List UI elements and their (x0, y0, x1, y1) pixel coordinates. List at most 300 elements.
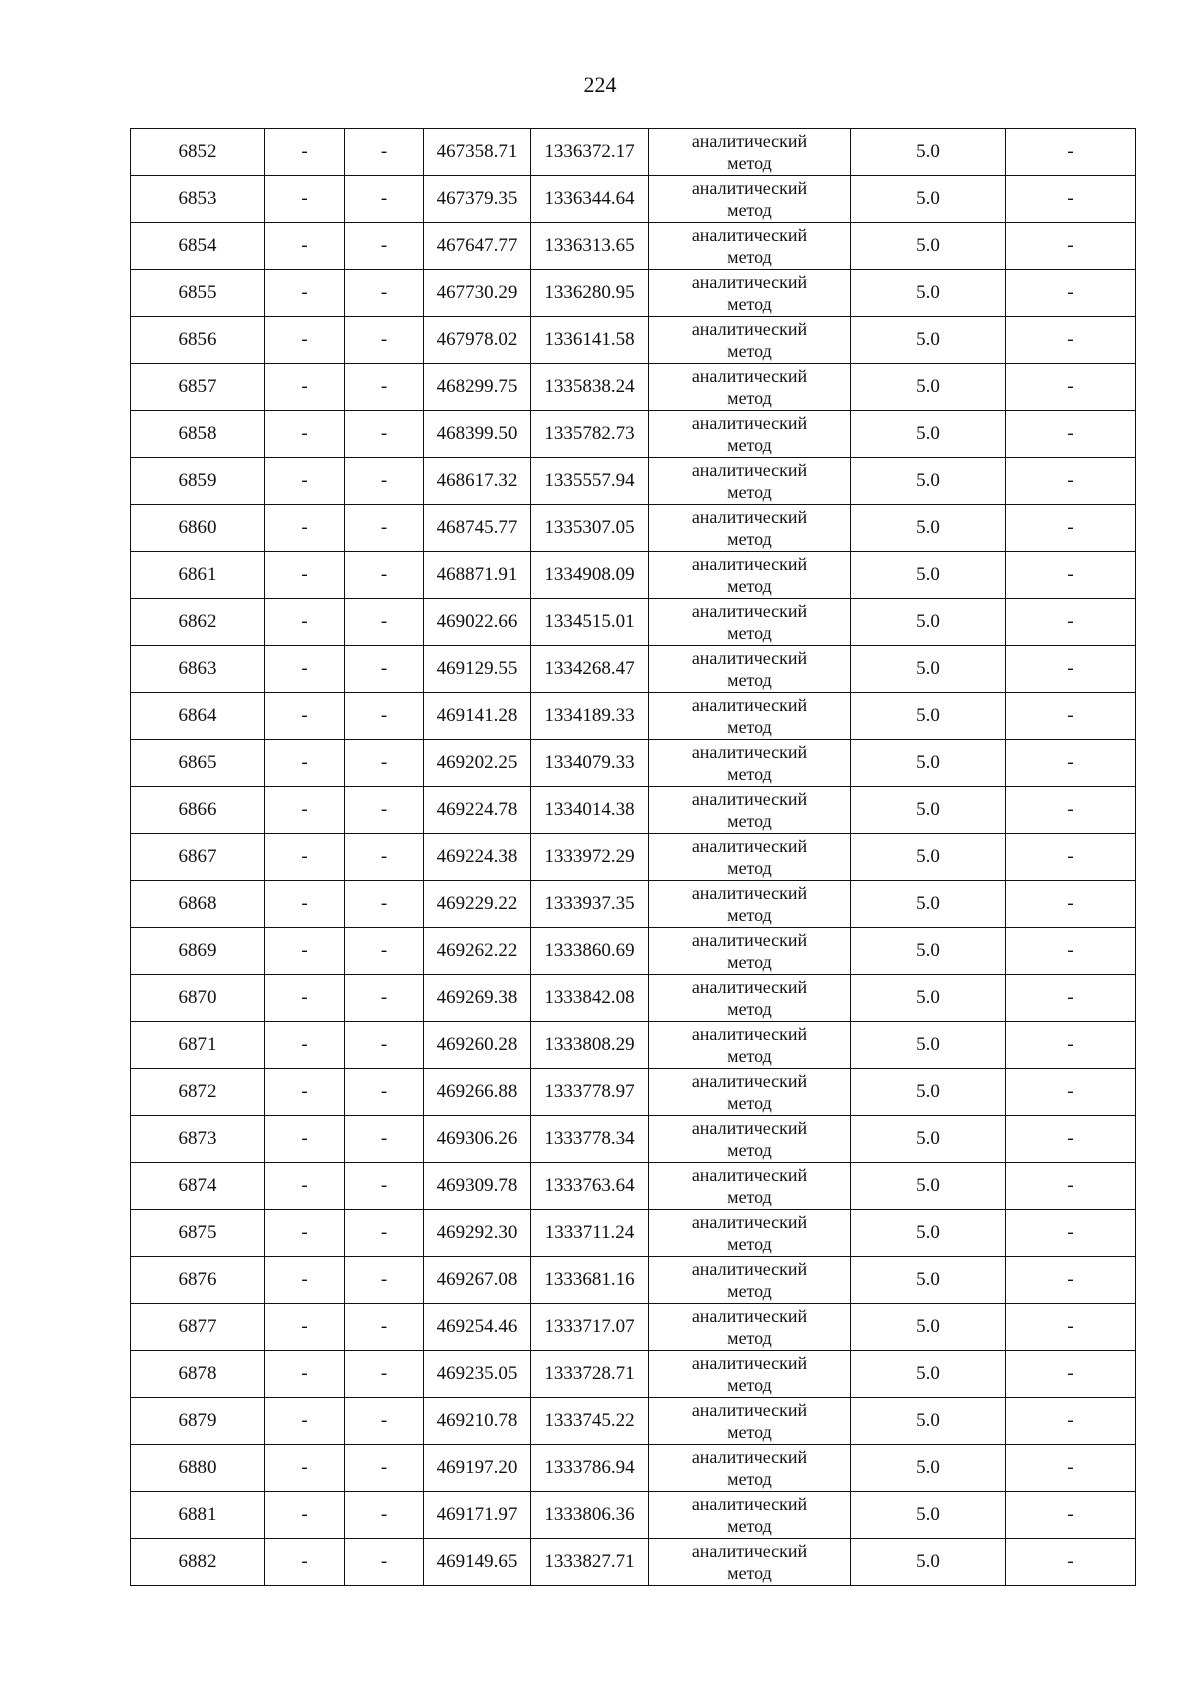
point-number-cell: 6882 (131, 1539, 265, 1586)
column-3-cell: - (345, 1539, 424, 1586)
column-2-cell: - (265, 599, 345, 646)
method-line-2: метод (727, 1093, 772, 1113)
point-number-cell: 6881 (131, 1492, 265, 1539)
method-line-2: метод (727, 764, 772, 784)
column-3-cell: - (345, 505, 424, 552)
y-coordinate-cell: 1333717.07 (531, 1304, 649, 1351)
method-cell (649, 552, 851, 599)
x-coordinate-cell: 469129.55 (424, 646, 531, 693)
y-coordinate-cell: 1334079.33 (531, 740, 649, 787)
column-2-cell: - (265, 270, 345, 317)
y-coordinate-cell: 1333860.69 (531, 928, 649, 975)
column-3-cell: - (345, 599, 424, 646)
accuracy-cell: 5.0 (851, 1116, 1006, 1163)
column-8-cell: - (1006, 975, 1136, 1022)
method-line-2: метод (727, 1328, 772, 1348)
table-row (131, 552, 1136, 599)
column-8-cell: - (1006, 317, 1136, 364)
y-coordinate-cell: 1335782.73 (531, 411, 649, 458)
y-coordinate-cell: 1333763.64 (531, 1163, 649, 1210)
accuracy-cell: 5.0 (851, 740, 1006, 787)
method-line-1: аналитический (691, 930, 808, 950)
method-line-2: метод (727, 623, 772, 643)
column-8-cell: - (1006, 1445, 1136, 1492)
method-line-2: метод (727, 576, 772, 596)
column-3-cell: - (345, 1210, 424, 1257)
accuracy-cell: 5.0 (851, 1539, 1006, 1586)
x-coordinate-cell: 467379.35 (424, 176, 531, 223)
method-cell (649, 834, 851, 881)
method-line-2: метод (727, 1281, 772, 1301)
method-line-1: аналитический (691, 554, 808, 574)
x-coordinate-cell: 469224.38 (424, 834, 531, 881)
accuracy-cell: 5.0 (851, 364, 1006, 411)
method-cell (649, 129, 851, 176)
method-line-2: метод (727, 529, 772, 549)
column-2-cell: - (265, 176, 345, 223)
column-8-cell: - (1006, 693, 1136, 740)
x-coordinate-cell: 469292.30 (424, 1210, 531, 1257)
column-8-cell: - (1006, 1257, 1136, 1304)
column-8-cell: - (1006, 1116, 1136, 1163)
point-number-cell: 6854 (131, 223, 265, 270)
accuracy-cell: 5.0 (851, 1022, 1006, 1069)
column-2-cell: - (265, 1163, 345, 1210)
accuracy-cell: 5.0 (851, 881, 1006, 928)
column-3-cell: - (345, 787, 424, 834)
method-line-1: аналитический (691, 319, 808, 339)
point-number-cell: 6857 (131, 364, 265, 411)
method-line-2: метод (727, 1140, 772, 1160)
method-line-2: метод (727, 999, 772, 1019)
accuracy-cell: 5.0 (851, 1304, 1006, 1351)
column-2-cell: - (265, 458, 345, 505)
method-cell (649, 176, 851, 223)
x-coordinate-cell: 469141.28 (424, 693, 531, 740)
y-coordinate-cell: 1336141.58 (531, 317, 649, 364)
column-2-cell: - (265, 223, 345, 270)
column-3-cell: - (345, 129, 424, 176)
method-cell (649, 270, 851, 317)
column-3-cell: - (345, 646, 424, 693)
method-line-2: метод (727, 1375, 772, 1395)
x-coordinate-cell: 469309.78 (424, 1163, 531, 1210)
point-number-cell: 6868 (131, 881, 265, 928)
method-line-1: аналитический (691, 742, 808, 762)
column-8-cell: - (1006, 1163, 1136, 1210)
column-8-cell: - (1006, 740, 1136, 787)
method-line-2: метод (727, 294, 772, 314)
table-row (131, 881, 1136, 928)
y-coordinate-cell: 1333806.36 (531, 1492, 649, 1539)
x-coordinate-cell: 467978.02 (424, 317, 531, 364)
method-line-1: аналитический (691, 836, 808, 856)
y-coordinate-cell: 1335307.05 (531, 505, 649, 552)
x-coordinate-cell: 469149.65 (424, 1539, 531, 1586)
y-coordinate-cell: 1333778.34 (531, 1116, 649, 1163)
accuracy-cell: 5.0 (851, 1163, 1006, 1210)
method-cell (649, 693, 851, 740)
point-number-cell: 6852 (131, 129, 265, 176)
accuracy-cell: 5.0 (851, 458, 1006, 505)
point-number-cell: 6871 (131, 1022, 265, 1069)
accuracy-cell: 5.0 (851, 787, 1006, 834)
accuracy-cell: 5.0 (851, 1398, 1006, 1445)
column-2-cell: - (265, 646, 345, 693)
point-number-cell: 6864 (131, 693, 265, 740)
table-row (131, 1351, 1136, 1398)
point-number-cell: 6853 (131, 176, 265, 223)
column-2-cell: - (265, 505, 345, 552)
method-cell (649, 411, 851, 458)
method-line-2: метод (727, 247, 772, 267)
x-coordinate-cell: 467647.77 (424, 223, 531, 270)
method-line-1: аналитический (691, 695, 808, 715)
table-row (131, 787, 1136, 834)
method-cell (649, 881, 851, 928)
point-number-cell: 6858 (131, 411, 265, 458)
point-number-cell: 6867 (131, 834, 265, 881)
method-line-2: метод (727, 1234, 772, 1254)
method-line-1: аналитический (691, 601, 808, 621)
accuracy-cell: 5.0 (851, 1210, 1006, 1257)
column-8-cell: - (1006, 1492, 1136, 1539)
method-line-1: аналитический (691, 883, 808, 903)
method-cell (649, 646, 851, 693)
method-line-1: аналитический (691, 178, 808, 198)
column-3-cell: - (345, 1022, 424, 1069)
y-coordinate-cell: 1333786.94 (531, 1445, 649, 1492)
column-2-cell: - (265, 1351, 345, 1398)
method-line-1: аналитический (691, 1024, 808, 1044)
column-2-cell: - (265, 1022, 345, 1069)
y-coordinate-cell: 1333778.97 (531, 1069, 649, 1116)
column-3-cell: - (345, 693, 424, 740)
column-2-cell: - (265, 881, 345, 928)
point-number-cell: 6879 (131, 1398, 265, 1445)
y-coordinate-cell: 1334014.38 (531, 787, 649, 834)
column-3-cell: - (345, 1492, 424, 1539)
column-3-cell: - (345, 1445, 424, 1492)
column-3-cell: - (345, 317, 424, 364)
y-coordinate-cell: 1333937.35 (531, 881, 649, 928)
method-line-1: аналитический (691, 507, 808, 527)
accuracy-cell: 5.0 (851, 1257, 1006, 1304)
method-line-2: метод (727, 1563, 772, 1583)
point-number-cell: 6855 (131, 270, 265, 317)
accuracy-cell: 5.0 (851, 928, 1006, 975)
column-8-cell: - (1006, 176, 1136, 223)
point-number-cell: 6863 (131, 646, 265, 693)
x-coordinate-cell: 469197.20 (424, 1445, 531, 1492)
accuracy-cell: 5.0 (851, 1351, 1006, 1398)
y-coordinate-cell: 1336313.65 (531, 223, 649, 270)
x-coordinate-cell: 469306.26 (424, 1116, 531, 1163)
method-cell (649, 1539, 851, 1586)
method-line-2: метод (727, 1046, 772, 1066)
column-2-cell: - (265, 1069, 345, 1116)
method-line-1: аналитический (691, 1071, 808, 1091)
method-line-2: метод (727, 905, 772, 925)
table-row (131, 740, 1136, 787)
table-row (131, 599, 1136, 646)
y-coordinate-cell: 1333681.16 (531, 1257, 649, 1304)
method-line-1: аналитический (691, 648, 808, 668)
method-line-2: метод (727, 435, 772, 455)
y-coordinate-cell: 1333728.71 (531, 1351, 649, 1398)
table-row (131, 1398, 1136, 1445)
column-3-cell: - (345, 176, 424, 223)
method-cell (649, 1022, 851, 1069)
column-2-cell: - (265, 740, 345, 787)
method-cell (649, 1304, 851, 1351)
column-2-cell: - (265, 834, 345, 881)
y-coordinate-cell: 1333745.22 (531, 1398, 649, 1445)
method-cell (649, 1163, 851, 1210)
column-2-cell: - (265, 1398, 345, 1445)
column-2-cell: - (265, 1210, 345, 1257)
method-line-1: аналитический (691, 413, 808, 433)
method-line-1: аналитический (691, 1400, 808, 1420)
column-3-cell: - (345, 1257, 424, 1304)
method-line-2: метод (727, 1469, 772, 1489)
x-coordinate-cell: 469022.66 (424, 599, 531, 646)
table-row (131, 693, 1136, 740)
table-row (131, 975, 1136, 1022)
table-row (131, 1069, 1136, 1116)
y-coordinate-cell: 1333808.29 (531, 1022, 649, 1069)
accuracy-cell: 5.0 (851, 1445, 1006, 1492)
table-row (131, 411, 1136, 458)
x-coordinate-cell: 469267.08 (424, 1257, 531, 1304)
method-line-2: метод (727, 388, 772, 408)
y-coordinate-cell: 1336372.17 (531, 129, 649, 176)
x-coordinate-cell: 469202.25 (424, 740, 531, 787)
x-coordinate-cell: 468299.75 (424, 364, 531, 411)
method-cell (649, 1445, 851, 1492)
y-coordinate-cell: 1333827.71 (531, 1539, 649, 1586)
point-number-cell: 6859 (131, 458, 265, 505)
table-row (131, 834, 1136, 881)
point-number-cell: 6875 (131, 1210, 265, 1257)
y-coordinate-cell: 1336344.64 (531, 176, 649, 223)
page-number: 224 (583, 72, 617, 97)
x-coordinate-cell: 468745.77 (424, 505, 531, 552)
column-3-cell: - (345, 1116, 424, 1163)
column-3-cell: - (345, 975, 424, 1022)
method-line-2: метод (727, 1187, 772, 1207)
table-row (131, 129, 1136, 176)
accuracy-cell: 5.0 (851, 599, 1006, 646)
column-3-cell: - (345, 1304, 424, 1351)
method-line-2: метод (727, 670, 772, 690)
method-cell (649, 928, 851, 975)
point-number-cell: 6866 (131, 787, 265, 834)
point-number-cell: 6873 (131, 1116, 265, 1163)
column-8-cell: - (1006, 1539, 1136, 1586)
table-row (131, 1304, 1136, 1351)
x-coordinate-cell: 469262.22 (424, 928, 531, 975)
column-8-cell: - (1006, 552, 1136, 599)
method-cell (649, 317, 851, 364)
table-row (131, 364, 1136, 411)
column-8-cell: - (1006, 1210, 1136, 1257)
method-cell (649, 1492, 851, 1539)
method-line-2: метод (727, 482, 772, 502)
table-row (131, 1492, 1136, 1539)
column-8-cell: - (1006, 270, 1136, 317)
method-line-2: метод (727, 1516, 772, 1536)
column-8-cell: - (1006, 411, 1136, 458)
point-number-cell: 6876 (131, 1257, 265, 1304)
method-cell (649, 787, 851, 834)
accuracy-cell: 5.0 (851, 411, 1006, 458)
method-line-2: метод (727, 811, 772, 831)
accuracy-cell: 5.0 (851, 834, 1006, 881)
column-3-cell: - (345, 928, 424, 975)
method-line-1: аналитический (691, 1494, 808, 1514)
column-3-cell: - (345, 552, 424, 599)
method-line-1: аналитический (691, 225, 808, 245)
table-row (131, 646, 1136, 693)
method-line-2: метод (727, 858, 772, 878)
y-coordinate-cell: 1333711.24 (531, 1210, 649, 1257)
method-cell (649, 1116, 851, 1163)
table-row (131, 1022, 1136, 1069)
method-cell (649, 1351, 851, 1398)
column-8-cell: - (1006, 458, 1136, 505)
method-line-1: аналитический (691, 366, 808, 386)
column-8-cell: - (1006, 1069, 1136, 1116)
x-coordinate-cell: 468617.32 (424, 458, 531, 505)
column-8-cell: - (1006, 834, 1136, 881)
column-2-cell: - (265, 364, 345, 411)
method-line-1: аналитический (691, 131, 808, 151)
point-number-cell: 6856 (131, 317, 265, 364)
column-2-cell: - (265, 928, 345, 975)
x-coordinate-cell: 469229.22 (424, 881, 531, 928)
method-cell (649, 1210, 851, 1257)
column-8-cell: - (1006, 646, 1136, 693)
accuracy-cell: 5.0 (851, 1492, 1006, 1539)
method-line-2: метод (727, 200, 772, 220)
method-cell (649, 1069, 851, 1116)
column-3-cell: - (345, 1398, 424, 1445)
point-number-cell: 6862 (131, 599, 265, 646)
method-cell (649, 740, 851, 787)
column-8-cell: - (1006, 364, 1136, 411)
y-coordinate-cell: 1334189.33 (531, 693, 649, 740)
method-line-1: аналитический (691, 1306, 808, 1326)
column-8-cell: - (1006, 223, 1136, 270)
method-line-1: аналитический (691, 1353, 808, 1373)
method-cell (649, 223, 851, 270)
column-8-cell: - (1006, 1022, 1136, 1069)
y-coordinate-cell: 1335557.94 (531, 458, 649, 505)
method-cell (649, 505, 851, 552)
method-cell (649, 599, 851, 646)
column-3-cell: - (345, 458, 424, 505)
method-line-2: метод (727, 717, 772, 737)
x-coordinate-cell: 469254.46 (424, 1304, 531, 1351)
method-line-1: аналитический (691, 1212, 808, 1232)
x-coordinate-cell: 468399.50 (424, 411, 531, 458)
column-3-cell: - (345, 834, 424, 881)
y-coordinate-cell: 1333842.08 (531, 975, 649, 1022)
point-number-cell: 6874 (131, 1163, 265, 1210)
column-2-cell: - (265, 693, 345, 740)
point-number-cell: 6860 (131, 505, 265, 552)
column-2-cell: - (265, 317, 345, 364)
accuracy-cell: 5.0 (851, 270, 1006, 317)
column-2-cell: - (265, 411, 345, 458)
column-2-cell: - (265, 787, 345, 834)
point-number-cell: 6872 (131, 1069, 265, 1116)
column-3-cell: - (345, 1351, 424, 1398)
y-coordinate-cell: 1334515.01 (531, 599, 649, 646)
column-3-cell: - (345, 740, 424, 787)
table-row (131, 1116, 1136, 1163)
point-number-cell: 6880 (131, 1445, 265, 1492)
x-coordinate-cell: 469269.38 (424, 975, 531, 1022)
table-row (131, 1210, 1136, 1257)
table-row (131, 176, 1136, 223)
x-coordinate-cell: 469235.05 (424, 1351, 531, 1398)
method-line-1: аналитический (691, 977, 808, 997)
column-8-cell: - (1006, 928, 1136, 975)
table-row (131, 317, 1136, 364)
table-row (131, 1445, 1136, 1492)
accuracy-cell: 5.0 (851, 552, 1006, 599)
column-2-cell: - (265, 975, 345, 1022)
method-line-2: метод (727, 952, 772, 972)
x-coordinate-cell: 469171.97 (424, 1492, 531, 1539)
column-8-cell: - (1006, 129, 1136, 176)
column-8-cell: - (1006, 599, 1136, 646)
column-2-cell: - (265, 1539, 345, 1586)
table-row (131, 1257, 1136, 1304)
table-row (131, 270, 1136, 317)
accuracy-cell: 5.0 (851, 223, 1006, 270)
y-coordinate-cell: 1334268.47 (531, 646, 649, 693)
column-2-cell: - (265, 1445, 345, 1492)
column-2-cell: - (265, 1257, 345, 1304)
table-row (131, 928, 1136, 975)
x-coordinate-cell: 468871.91 (424, 552, 531, 599)
column-8-cell: - (1006, 505, 1136, 552)
accuracy-cell: 5.0 (851, 1069, 1006, 1116)
column-8-cell: - (1006, 1398, 1136, 1445)
y-coordinate-cell: 1336280.95 (531, 270, 649, 317)
x-coordinate-cell: 469260.28 (424, 1022, 531, 1069)
method-line-2: метод (727, 341, 772, 361)
y-coordinate-cell: 1333972.29 (531, 834, 649, 881)
method-cell (649, 1257, 851, 1304)
method-line-2: метод (727, 1422, 772, 1442)
column-8-cell: - (1006, 1304, 1136, 1351)
column-8-cell: - (1006, 881, 1136, 928)
column-2-cell: - (265, 129, 345, 176)
column-8-cell: - (1006, 787, 1136, 834)
x-coordinate-cell: 469210.78 (424, 1398, 531, 1445)
x-coordinate-cell: 469266.88 (424, 1069, 531, 1116)
method-line-1: аналитический (691, 789, 808, 809)
accuracy-cell: 5.0 (851, 317, 1006, 364)
method-line-1: аналитический (691, 1118, 808, 1138)
method-cell (649, 975, 851, 1022)
column-2-cell: - (265, 1304, 345, 1351)
column-2-cell: - (265, 1116, 345, 1163)
